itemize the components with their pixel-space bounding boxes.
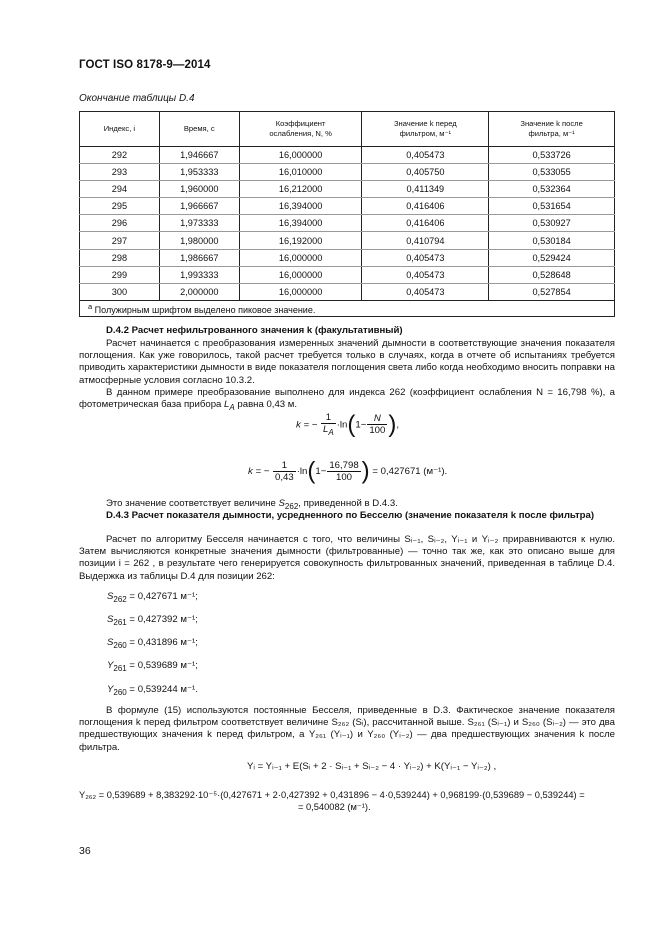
- table-row: [80, 283, 615, 300]
- table-cell: 0,532364: [489, 181, 615, 198]
- table-footnote: [80, 300, 615, 316]
- table-cell: 0,528648: [489, 266, 615, 283]
- table-cell: 16,212000: [239, 181, 362, 198]
- table-cell: 0,529424: [489, 249, 615, 266]
- text-run: S: [278, 498, 285, 509]
- header-line: Значение k перед: [393, 119, 457, 128]
- formula-part: 1−: [315, 466, 327, 478]
- table-cell: 1,986667: [159, 249, 239, 266]
- value-line: [107, 660, 198, 673]
- formula-part: = 0,427671 (м⁻¹).: [369, 466, 448, 478]
- formula-part: A: [328, 427, 334, 437]
- table-cell: 1,946667: [159, 147, 239, 164]
- table-cell: 296: [80, 215, 160, 232]
- table-cell: 0,527854: [489, 283, 615, 300]
- table-row: [80, 147, 615, 164]
- formula-y262-line2: = 0,540082 (м⁻¹).: [298, 802, 371, 812]
- formula-part: Y: [107, 660, 114, 671]
- numerator: 16,798: [329, 460, 359, 471]
- column-header-time: Время, с: [159, 112, 239, 147]
- fraction: [367, 413, 387, 436]
- footnote-mark: a: [88, 301, 93, 311]
- formula-y262-line1: Y₂₆₂ = 0,539689 + 8,383292·10⁻⁵·(0,427671 + 2·0,427392 + 0,431896 − 4·0,539244) + 0,968199·(0,539689 − 0,539244) =: [79, 790, 585, 800]
- table-row: [80, 249, 615, 266]
- formula-part: 260: [113, 687, 127, 697]
- header-line: фильтра, м⁻¹: [528, 129, 575, 138]
- footnote-text: Полужирным шрифтом выделено пиковое значение.: [92, 304, 316, 315]
- formula-part: = 0,539689 м⁻¹;: [126, 660, 198, 671]
- table-cell: 295: [80, 198, 160, 215]
- table-cell: 300: [80, 283, 160, 300]
- table-cell: 16,394000: [239, 215, 362, 232]
- fraction: [327, 460, 360, 483]
- formula-k-general: [296, 412, 399, 438]
- paragraph: Расчет начинается с преобразования измеренных значений дымности в соответствующие значения показателя поглощения. Как уже говорилось, такой расчет требуется только в случаях, когда в отчете об испытаниях требуется приводить характеристики дымности в виде показателя поглощения света либо когда необходимо вносить поправки на атмосферные условия согласно 10.3.2.: [79, 338, 615, 386]
- formula-part: S: [107, 591, 114, 602]
- fraction: [273, 460, 296, 483]
- table-cell: 0,411349: [362, 181, 489, 198]
- table-header-row: [80, 112, 615, 147]
- denominator: 0,43: [275, 472, 294, 483]
- table-cell: 1,993333: [159, 266, 239, 283]
- table-row: [80, 266, 615, 283]
- formula-part: ·ln: [296, 466, 308, 478]
- table-cell: 297: [80, 232, 160, 249]
- table-cell: 1,960000: [159, 181, 239, 198]
- page-number: 36: [79, 845, 91, 857]
- header-line: Коэффициент: [275, 119, 326, 128]
- header-line: ослабления, N, %: [269, 129, 332, 138]
- formula-part: 261: [113, 617, 127, 627]
- page-header: ГОСТ ISO 8178-9—2014: [79, 59, 211, 71]
- left-paren: (: [307, 457, 316, 485]
- formula-part: S: [107, 637, 114, 648]
- table-cell: 2,000000: [159, 283, 239, 300]
- text-run: A: [229, 403, 235, 413]
- denominator: 100: [369, 425, 386, 437]
- denominator: [321, 424, 336, 438]
- numerator: N: [367, 413, 387, 425]
- table-row: [80, 164, 615, 181]
- data-table: [79, 111, 615, 317]
- formula-part: = 0,539244 м⁻¹.: [126, 684, 198, 695]
- table-cell: 0,405473: [362, 147, 489, 164]
- table-cell: 1,966667: [159, 198, 239, 215]
- table-cell: 1,953333: [159, 164, 239, 181]
- table-row: [80, 198, 615, 215]
- table-cell: 299: [80, 266, 160, 283]
- formula-part: L: [323, 424, 329, 435]
- table-cell: 16,394000: [239, 198, 362, 215]
- header-line: фильтром, м⁻¹: [399, 129, 452, 138]
- table-cell: 298: [80, 249, 160, 266]
- formula-k-numeric: [248, 457, 448, 485]
- formula-part: 1−: [355, 419, 367, 431]
- value-line: [107, 614, 198, 627]
- table-cell: 1,980000: [159, 232, 239, 249]
- formula-part: 261: [113, 663, 127, 673]
- section-heading-d42: D.4.2 Расчет нефильтрованного значения k (факультативный): [106, 325, 403, 336]
- table-cell: 0,410794: [362, 232, 489, 249]
- table-cell: 0,533055: [489, 164, 615, 181]
- formula-part: 260: [113, 640, 127, 650]
- table-cell: 0,405473: [362, 249, 489, 266]
- table-cell: 0,405750: [362, 164, 489, 181]
- formula-part: = 0,431896 м⁻¹;: [126, 637, 198, 648]
- value-line: [107, 684, 198, 697]
- text-run: Это значение соответствует величине: [106, 498, 279, 509]
- table-cell: 16,000000: [239, 249, 362, 266]
- numerator: 1: [321, 412, 336, 424]
- text-run: равна 0,43 м.: [234, 399, 298, 411]
- table-row: [80, 232, 615, 249]
- column-header-k-after: [489, 112, 615, 147]
- numerator: 1: [273, 460, 296, 472]
- table-cell: 292: [80, 147, 160, 164]
- table-cell: 0,531654: [489, 198, 615, 215]
- formula-part: ·ln: [336, 419, 348, 431]
- left-paren: (: [347, 410, 356, 438]
- table-cell: 0,533726: [489, 147, 615, 164]
- table-footnote-row: [80, 300, 615, 316]
- text-run: L: [224, 399, 230, 411]
- formula-part: k = −: [296, 419, 318, 431]
- text-run: 262: [284, 501, 299, 511]
- table-cell: 0,416406: [362, 215, 489, 232]
- table-cell: 16,010000: [239, 164, 362, 181]
- table-cell: 0,405473: [362, 283, 489, 300]
- table-cell: 16,000000: [239, 266, 362, 283]
- table-caption: Окончание таблицы D.4: [79, 93, 195, 104]
- right-paren: ): [388, 410, 397, 438]
- table-cell: 16,192000: [239, 232, 362, 249]
- table-cell: 294: [80, 181, 160, 198]
- formula-part: = 0,427392 м⁻¹;: [126, 614, 198, 625]
- formula-part: 262: [113, 594, 127, 604]
- table-cell: 293: [80, 164, 160, 181]
- formula-part: ,: [396, 419, 400, 431]
- value-line: [107, 591, 198, 604]
- column-header-index: Индекс, i: [80, 112, 160, 147]
- header-line: Значение k после: [520, 119, 583, 128]
- column-header-k-before: [362, 112, 489, 147]
- formula-bessel: Yᵢ = Yᵢ₋₁ + E(Sᵢ + 2 · Sᵢ₋₁ + Sᵢ₋₂ − 4 · Yᵢ₋₂) + K(Yᵢ₋₁ − Yᵢ₋₂) ,: [247, 761, 497, 772]
- table-cell: 0,416406: [362, 198, 489, 215]
- formula-part: = 0,427671 м⁻¹;: [126, 591, 198, 602]
- paragraph: В формуле (15) используются постоянные Бесселя, приведенные в D.3. Фактическое значение показателя поглощения k перед фильтром соответствует величине S₂₆₂ (Sᵢ), рассчитанной выше. S₂₆₁ (Sᵢ₋₁) и S₂₆₀ (Sᵢ₋₂) — это два предшествующих значения k перед фильтром, а Y₂₆₁ (Yᵢ₋₁) и Y₂₆₀ (Yᵢ₋₂) — два предшествующих значения k после фильтра.: [79, 705, 615, 753]
- table-cell: 16,000000: [239, 283, 362, 300]
- formula-part: k = −: [248, 466, 270, 478]
- fraction: [321, 412, 336, 438]
- table-row: [80, 215, 615, 232]
- text-run: , приведенной в D.4.3.: [298, 498, 398, 509]
- table-cell: 16,000000: [239, 147, 362, 164]
- table-cell: 0,530927: [489, 215, 615, 232]
- formula-part: Y: [107, 684, 114, 695]
- text-run: В данном примере преобразование выполнено для индекса 262 (коэффициент ослабления N = 16,798 %), а фотометрическая база прибора: [79, 387, 615, 411]
- table-cell: 0,405473: [362, 266, 489, 283]
- table-row: [80, 181, 615, 198]
- table-cell: 0,530184: [489, 232, 615, 249]
- value-line: [107, 637, 198, 650]
- section-heading-d43: D.4.3 Расчет показателя дымности, усредненного по Бесселю (значение показателя k после фильтра): [106, 510, 595, 521]
- column-header-attenuation: [239, 112, 362, 147]
- paragraph: Расчет по алгоритму Бесселя начинается с того, что величины Sᵢ₋₁, Sᵢ₋₂, Yᵢ₋₁ и Yᵢ₋₂ приравниваются к нулю. Затем вычисляются конкретные значения дымности (фильтрованные) — точно так же, как это описано выше для позиции i = 262 , в результате чего генерируется совокупность фильтрованных значений, приведенная в таблице D.4. Выдержка из таблицы D.4 для позиции 262:: [79, 534, 615, 582]
- right-paren: ): [361, 457, 370, 485]
- formula-part: S: [107, 614, 114, 625]
- table-cell: 1,973333: [159, 215, 239, 232]
- denominator: 100: [335, 472, 352, 483]
